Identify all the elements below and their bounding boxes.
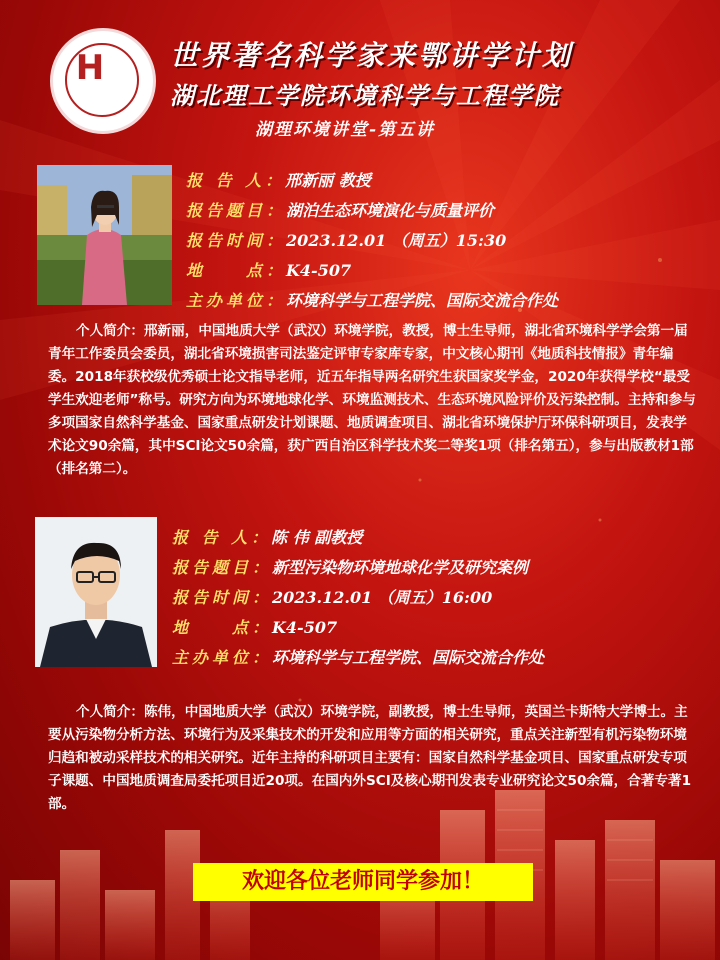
host-label: 主办单位： <box>172 648 273 667</box>
talk-host: 环境科学与工程学院、国际交流合作处 <box>286 291 559 310</box>
speaker-2-bio: 个人简介：陈伟，中国地质大学（武汉）环境学院，副教授，博士生导师，英国兰卡斯特大学博士。主要从污染物分析方法、环境行为及采集技术的开发和应用等方面的相关研究，重点关注新型有机污染物环境归趋和被动采样技术的相关研究。近年主持的科研项目主要有：国家自然科学基金项目、国家重点研发专项子课题、中国地质调查局委托项目近20项。在国内外SCI及核心期刊发表专业研究论文50余篇，合著专著1部。 <box>48 704 692 812</box>
time-label: 报告时间： <box>186 231 287 250</box>
school-title: 湖北理工学院环境科学与工程学院 <box>170 81 560 110</box>
university-logo <box>50 28 156 134</box>
welcome-banner: 欢迎各位老师同学参加！ <box>193 863 533 901</box>
talk-1-info <box>186 166 558 316</box>
talk-place: K4-507 <box>272 618 338 637</box>
logo-emblem: H <box>75 48 105 88</box>
talk-topic: 湖泊生态环境演化与质量评价 <box>286 201 495 220</box>
speaker-label: 报 告 人： <box>186 171 286 190</box>
speaker-1-photo <box>37 165 172 305</box>
series-title: 湖理环境讲堂-第五讲 <box>255 120 436 140</box>
topic-label: 报告题目： <box>172 558 273 577</box>
time-label: 报告时间： <box>172 588 273 607</box>
talk-time: 2023.12.01 （周五）15:30 <box>286 231 507 250</box>
place-label: 地 点： <box>172 618 273 637</box>
speaker-1-bio: 个人简介：邢新丽，中国地质大学（武汉）环境学院，教授，博士生导师，湖北省环境科学学会第一届青年工作委员会委员，湖北省环境损害司法鉴定评审专家库专家，中文核心期刊《地质科技情报》青年编委。2018年获校级优秀硕士论文指导老师，近五年指导两名研究生获国家奖学金，2020年获得学校“最受学生欢迎老师”称号。研究方向为环境地球化学、环境监测技术、生态环境风险评价及污染控制。主持和参与多项国家自然科学基金、国家重点研发计划课题、地质调查项目、湖北省环境保护厅环保科研项目，发表学术论文90余篇，其中SCI论文50余篇，获广西自治区科学技术奖二等奖1项（排名第五），参与出版教材1部（排名第二）。 <box>48 323 696 477</box>
speaker-name: 邢新丽 教授 <box>285 171 371 190</box>
talk-host: 环境科学与工程学院、国际交流合作处 <box>272 648 545 667</box>
talk-place: K4-507 <box>286 261 352 280</box>
talk-topic: 新型污染物环境地球化学及研究案例 <box>272 558 529 577</box>
talk-time: 2023.12.01 （周五）16:00 <box>272 588 493 607</box>
speaker-2-photo <box>35 517 157 667</box>
talk-2-info <box>172 523 544 673</box>
speaker-label: 报 告 人： <box>172 528 272 547</box>
speaker-name: 陈 伟 副教授 <box>271 528 363 547</box>
host-label: 主办单位： <box>186 291 287 310</box>
main-title: 世界著名科学家来鄂讲学计划 <box>170 39 574 72</box>
place-label: 地 点： <box>186 261 287 280</box>
topic-label: 报告题目： <box>186 201 287 220</box>
